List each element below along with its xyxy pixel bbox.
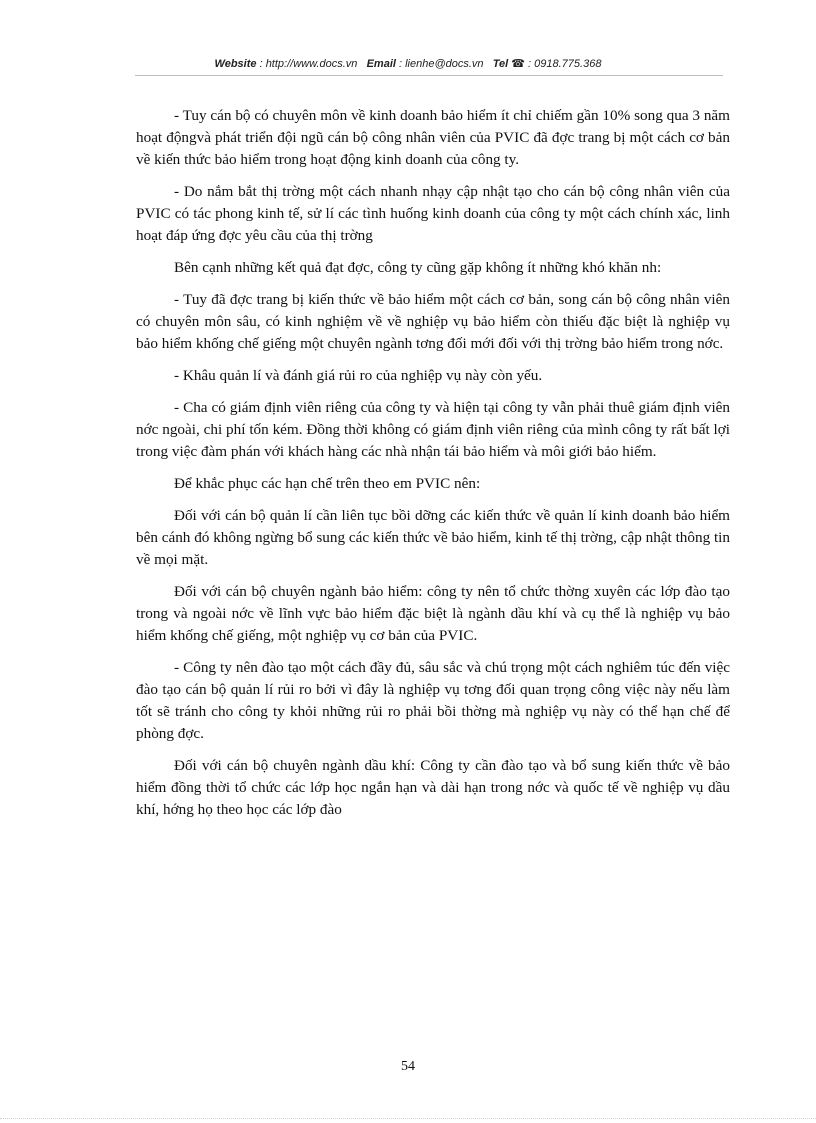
header-divider bbox=[135, 75, 723, 76]
website-label: Website bbox=[214, 58, 257, 70]
document-body bbox=[136, 105, 730, 831]
paragraph: Đối với cán bộ chuyên ngành bảo hiểm: công ty nên tổ chức thờng xuyên các lớp đào tạo trong và ngoài nớc về lĩnh vực bảo hiểm đặc biệt là ngành dầu khí và cụ thể là nghiệp vụ bảo hiểm khống chế giếng, một nghiệp vụ cơ bản của PVIC. bbox=[136, 583, 730, 644]
paragraph: - Tuy cán bộ có chuyên môn về kinh doanh bảo hiểm ít chỉ chiếm gần 10% song qua 3 năm hoạt độngvà phát triển đội ngũ cán bộ công nhân viên của PVIC đã đợc trang bị một cách cơ bản về kiến thức bảo hiểm trong hoạt động kinh doanh của công ty. bbox=[136, 107, 730, 168]
phone-icon: ☎ bbox=[511, 58, 525, 70]
paragraph: Bên cạnh những kết quả đạt đợc, công ty cũng gặp không ít những khó khăn nh: bbox=[174, 259, 662, 276]
tel-value: : 0918.775.368 bbox=[528, 58, 602, 70]
paragraph: - Công ty nên đào tạo một cách đầy đủ, sâu sắc và chú trọng một cách nghiêm túc đến việc đào tạo cán bộ quản lí rủi ro bởi vì đây là nghiệp vụ tơng đối quan trọng công việc này nếu làm tốt sẽ tránh cho công ty khỏi những rủi ro phải bồi thờng mà nghiệp vụ này có thể hạn chế để phòng đợc. bbox=[136, 659, 730, 742]
paragraph: Đối với cán bộ chuyên ngành dầu khí: Công ty cần đào tạo và bổ sung kiến thức về bảo hiểm đồng thời tổ chức các lớp học ngắn hạn và dài hạn trong nớc và quốc tế về nghiệp vụ dầu khí, hớng họ theo học các lớp đào bbox=[136, 757, 730, 818]
website-value: : http://www.docs.vn bbox=[259, 58, 358, 70]
paragraph: Đối với cán bộ quản lí cần liên tục bồi dỡng các kiến thức về quản lí kinh doanh bảo hiểm bên cánh đó không ngừng bổ sung các kiến thức về bảo hiểm, kinh tế thị trờng, cập nhật thông tin về mọi mặt. bbox=[136, 507, 730, 568]
page-header bbox=[0, 57, 816, 70]
paragraph: - Cha có giám định viên riêng của công ty và hiện tại công ty vẫn phải thuê giám định viên nớc ngoài, chi phí tốn kém. Đồng thời không có giám định viên riêng của mình công ty rất bất lợi trong việc đàm phán với khách hàng các nhà nhận tái bảo hiểm và môi giới bảo hiểm. bbox=[136, 399, 730, 460]
email-value: : lienhe@docs.vn bbox=[399, 58, 484, 70]
paragraph: Để khắc phục các hạn chế trên theo em PVIC nên: bbox=[174, 475, 481, 492]
paragraph: - Khâu quản lí và đánh giá rủi ro của nghiệp vụ này còn yếu. bbox=[174, 367, 543, 384]
page-number: 54 bbox=[401, 1059, 415, 1074]
footer-divider bbox=[0, 1118, 816, 1119]
email-label: Email bbox=[366, 58, 396, 70]
paragraph: - Do nắm bắt thị trờng một cách nhanh nhạy cập nhật tạo cho cán bộ công nhân viên của PVIC có tác phong kinh tế, sử lí các tình huống kinh doanh của công ty một cách chính xác, linh hoạt đáp ứng đợc yêu cầu của thị trờng bbox=[136, 183, 730, 244]
paragraph: - Tuy đã đợc trang bị kiến thức về bảo hiểm một cách cơ bản, song cán bộ công nhân viên có chuyên môn sâu, có kinh nghiệm về về nghiệp vụ bảo hiểm còn thiếu đặc biệt là nghiệp vụ bảo hiểm khống chế giếng một chuyên ngành tơng đối mới đối với thị trờng bảo hiểm trong nớc. bbox=[136, 291, 730, 352]
tel-label: Tel bbox=[492, 58, 509, 70]
